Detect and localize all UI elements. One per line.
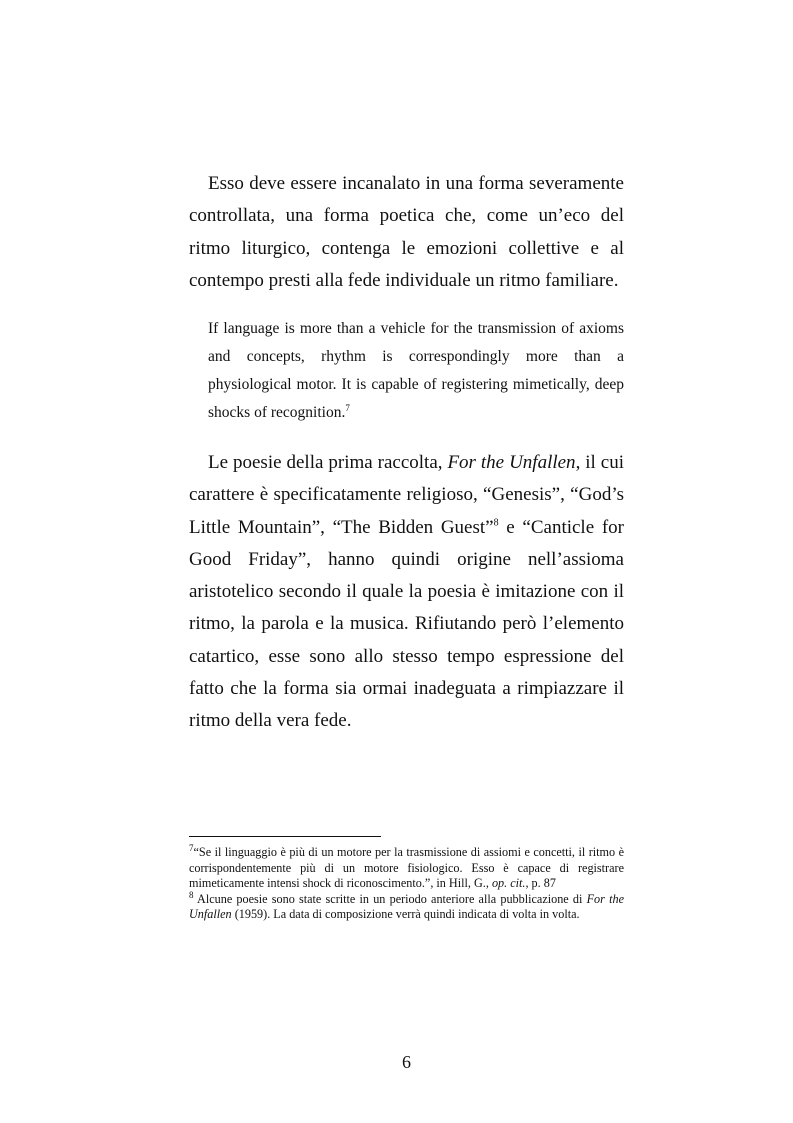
document-page bbox=[189, 0, 624, 1123]
block-quote bbox=[208, 315, 624, 427]
footnote-italic: For the Unfallen bbox=[189, 891, 624, 921]
footnote-text: Alcune poesie sono state scritte in un periodo anteriore alla pubblicazione di bbox=[193, 891, 587, 906]
footnote-text: “Se il linguaggio è più di un motore per la trasmissione di assiomi e concetti, il ritmo è corrispondentemente più di un motore fisiologico. Esso è capace di registrare mimeticamente intensi shock di riconoscimento.”, in Hill, G., bbox=[189, 845, 624, 890]
footnote-ref-7[interactable]: 7 bbox=[345, 402, 350, 413]
footnote-text-end: , p. 87 bbox=[525, 876, 556, 890]
page-number: 6 bbox=[402, 1052, 411, 1072]
footnote-text-end: (1959). La data di composizione verrà quindi indicata di volta in volta. bbox=[231, 907, 580, 921]
paragraph-rest: e “Canticle for Good Friday”, hanno quindi origine nell’assioma aristotelico secondo il quale la poesia è imitazione con il ritmo, la parola e la musica. Rifiutando però l’elemento catartico, esse sono allo stesso tempo espressione del fatto che la forma sia ormai inadeguata a rimpiazzare il ritmo della vera fede. bbox=[189, 516, 624, 732]
body-paragraph-1: Esso deve essere incanalato in una forma severamente controllata, una forma poetica che, come un’eco del ritmo liturgico, contenga le emozioni collettive e al contempo presti alla fede individuale un ritmo familiare. bbox=[189, 173, 624, 291]
footnote-separator bbox=[189, 836, 381, 837]
footnotes bbox=[189, 842, 624, 923]
body-paragraph-2 bbox=[189, 447, 624, 738]
footnote-italic: op. cit. bbox=[491, 876, 526, 890]
book-title: For the Unfallen bbox=[447, 452, 576, 473]
footnote-8 bbox=[189, 889, 624, 923]
paragraph-middle: , il cui carattere è specificatamente religioso, “Genesis”, “God’s Little Mountain”, “The Bidden Guest” bbox=[189, 452, 624, 538]
footnote-mark: 8 bbox=[189, 889, 194, 900]
footnote-7 bbox=[189, 842, 624, 892]
footnote-mark: 7 bbox=[189, 842, 194, 853]
paragraph-lead: Le poesie della prima raccolta, bbox=[208, 452, 448, 473]
footnote-ref-8[interactable]: 8 bbox=[493, 517, 499, 529]
block-quote-text: If language is more than a vehicle for the transmission of axioms and concepts, rhythm is correspondingly more than a physiological motor. It is capable of registering mimetically, deep shocks of recognition. bbox=[208, 320, 624, 421]
